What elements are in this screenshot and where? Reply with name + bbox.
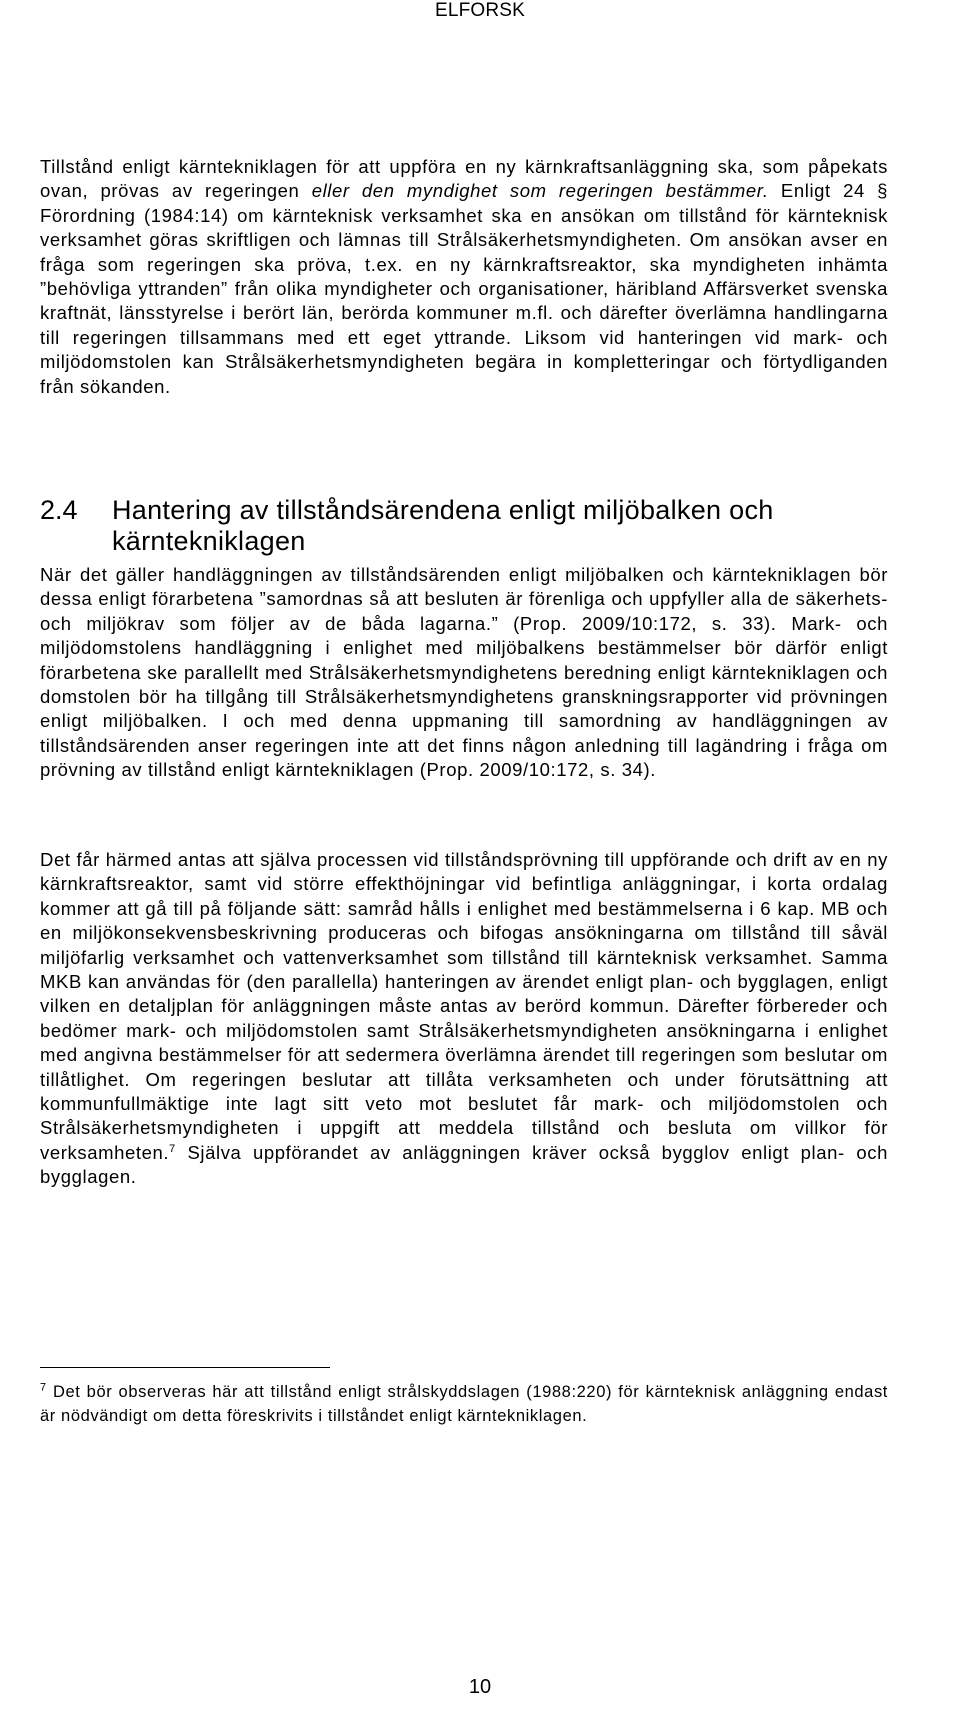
footnote-text: Det bör observeras här att tillstånd enligt strålskyddslagen (1988:220) för kärnteknisk anläggning endast är nödvändigt om detta föreskrivits i tillståndet enligt kärntekniklagen.: [40, 1383, 888, 1425]
paragraph-coordination: När det gäller handläggningen av tillståndsärenden enligt miljöbalken och kärntekniklagen bör dessa enligt förarbetena ”samordnas så att besluten är förenliga och uppfyller alla de säkerhets- och miljökrav som följer av de båda lagarna.” (Prop. 2009/10:172, s. 33). Mark- och miljödomstolens handläggning i enlighet med miljöbalkens bestämmelser bör därför enligt förarbetena ske parallellt med Strålsäkerhetsmyndighetens beredning enligt kärntekniklagen och domstolen bör ha tillgång till Strålsäkerhetsmyndighetens granskningsrapporter vid prövningen enligt miljöbalken. I och med denna uppmaning till samordning av handläggningen av tillståndsärenden anser regeringen inte att det finns någon anledning till lagändring i fråga om prövning av tillstånd enligt kärntekniklagen (Prop. 2009/10:172, s. 34).: [40, 564, 888, 781]
footnote-mark: 7: [40, 1381, 47, 1394]
page-number: 10: [468, 1676, 492, 1698]
paragraph-process-summary: [40, 848, 888, 1190]
footnote: [40, 1380, 888, 1428]
paragraph-text: Tillstånd enligt kärntekniklagen för att uppföra en ny kärnkraftsanläggning ska, som påpekats ovan, prövas av regeringen: [40, 156, 888, 202]
paragraph-text: Det får härmed antas att själva processen vid tillståndsprövning till uppförande och drift av en ny kärnkraftsreaktor, samt vid större effekthöjningar vid befintliga anläggningar, i korta ordalag kommer att gå till på följande sätt: samråd hålls i enlighet med bestämmelserna i 6 kap. MB och en miljökonsekvensbeskrivning produceras och bifogas ansökningarna om tillstånd till såväl miljöfarlig verksamhet och vattenverksamhet som tillstånd till kärnteknisk verksamhet. Samma MKB kan användas för (den parallella) hanteringen av ärendet enligt plan- och bygglagen, enligt vilken en detaljplan för anläggningen måste antas av berörd kommun. Därefter förbereder och bedömer mark- och miljödomstolen samt Strålsäkerhetsmyndigheten ansökningarna i enlighet med angivna bestämmelser för att sedermera överlämna ärendet till regeringen som beslutar om tillåtlighet. Om regeringen beslutar att tillåta verksamheten och under förutsättning att kommunfullmäktige inte lagt sitt veto mot beslutet får mark- och miljödomstolen och Strålsäkerhetsmyndigheten i uppgift att meddela tillstånd och besluta om villkor för verksamheten.: [40, 849, 888, 1163]
paragraph-text: Själva uppförandet av anläggningen kräver också bygglov enligt plan- och bygglagen.: [40, 1141, 888, 1188]
page-header: ELFORSK: [434, 0, 526, 21]
section-number: 2.4: [40, 495, 78, 525]
emphasized-text: eller den myndighet som regeringen bestämmer.: [311, 180, 769, 202]
footnote-separator: [40, 1367, 330, 1368]
footnote-reference[interactable]: 7: [169, 1142, 176, 1155]
paragraph-text: Enligt 24 § Förordning (1984:14) om kärnteknisk verksamhet ska en ansökan om tillstånd för kärnteknisk verksamhet göras skriftligen och lämnas till Strålsäkerhetsmyndigheten. Om ansökan avser en fråga som regeringen ska pröva, t.ex. en ny kärnkraftsreaktor, ska myndigheten inhämta ”behövliga yttranden” från olika myndigheter och organisationer, häribland Affärsverket svenska kraftnät, länsstyrelse i berört län, berörda kommuner m.fl. och därefter överlämna handlingarna till regeringen tillsammans med ett eget yttrande. Liksom vid hanteringen vid mark- och miljödomstolen kan Strålsäkerhetsmyndigheten begära in kompletteringar och förtydliganden från sökanden.: [40, 180, 889, 397]
paragraph-permit-process: [40, 155, 888, 399]
section-heading: [40, 495, 888, 557]
section-title: Hantering av tillståndsärendena enligt miljöbalken och kärntekniklagen: [112, 495, 774, 556]
